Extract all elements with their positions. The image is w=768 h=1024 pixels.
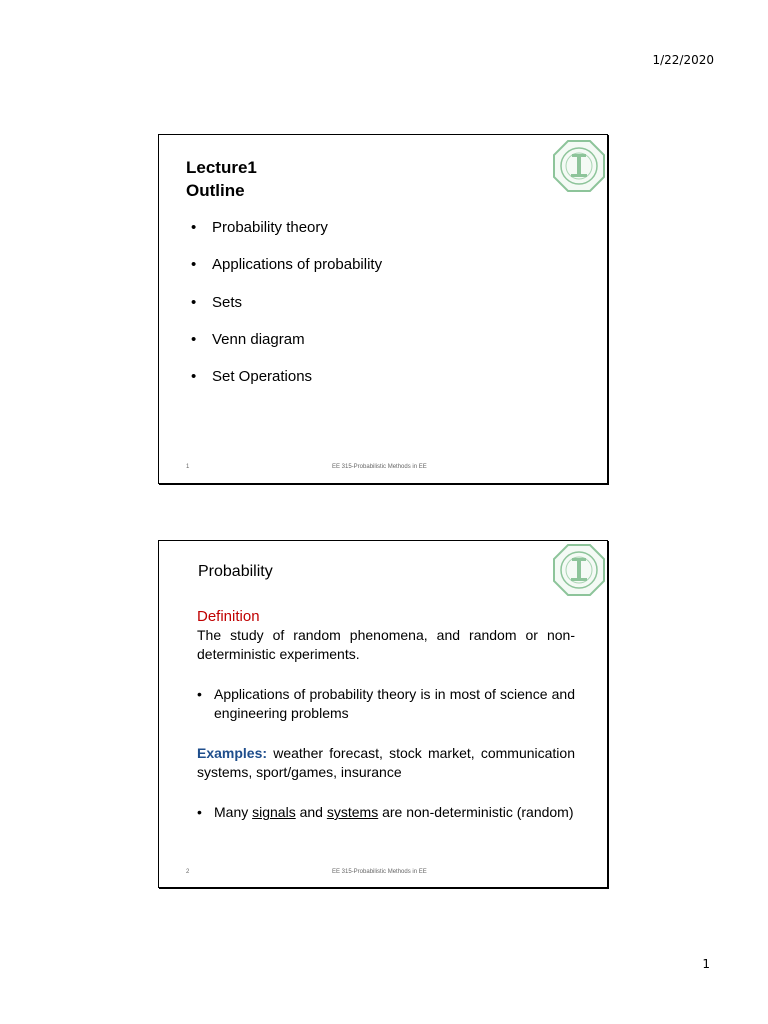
- list-item-text: Applications of probability: [212, 256, 383, 274]
- bullet-icon: •: [191, 256, 197, 274]
- list-item-text: Applications of probability theory is in most of science and engineering problems: [214, 686, 575, 721]
- university-seal-icon: [552, 543, 606, 597]
- examples-text: weather forecast, stock market, communication systems, sport/games, insurance: [197, 745, 575, 780]
- slide-lecture-outline: [158, 134, 608, 484]
- list-item-text: Sets: [212, 293, 243, 311]
- list-item: [191, 330, 382, 367]
- slide-body: [197, 607, 575, 822]
- underlined-term-systems: systems: [326, 804, 379, 820]
- text-run: are non-deterministic (random): [378, 804, 574, 820]
- underlined-term-signals: signals: [252, 804, 296, 820]
- list-item-text: Venn diagram: [212, 330, 305, 348]
- text-run: Many: [214, 804, 253, 820]
- bullet-icon: •: [191, 368, 197, 386]
- slide-probability: [158, 540, 608, 888]
- slide-footer: EE 315-Probabilistic Methods in EE: [332, 869, 427, 875]
- definition-text: The study of random phenomena, and random or non-deterministic experiments.: [197, 627, 575, 662]
- examples-paragraph: [197, 744, 575, 782]
- list-item-text: [214, 803, 575, 822]
- list-item: [191, 367, 382, 404]
- bullet-icon: •: [197, 686, 202, 702]
- slide-number: 2: [186, 869, 190, 875]
- slide-title: [186, 156, 257, 202]
- slide-title-line-2: Outline: [186, 181, 245, 200]
- examples-label: Examples:: [197, 745, 268, 761]
- list-item: [191, 255, 382, 292]
- text-run: and: [295, 804, 327, 820]
- slide-title: Probability: [198, 563, 273, 580]
- list-item-text: Probability theory: [212, 219, 328, 236]
- slide-footer: EE 315-Probabilistic Methods in EE: [332, 464, 427, 470]
- bullet-icon: •: [191, 293, 197, 311]
- bullet-icon: •: [191, 219, 197, 236]
- outline-list: [191, 218, 382, 404]
- page-date: 1/22/2020: [652, 53, 714, 67]
- list-item: [191, 293, 382, 330]
- list-item: [191, 218, 382, 255]
- list-item: [197, 803, 575, 822]
- list-item-text: Set Operations: [212, 368, 313, 386]
- slide-number: 1: [186, 464, 190, 470]
- bullet-icon: •: [191, 330, 197, 348]
- page-number: 1: [702, 957, 710, 971]
- university-seal-icon: [552, 139, 606, 193]
- bullet-icon: •: [197, 804, 202, 820]
- slide-title-line-1: Lecture1: [186, 158, 257, 177]
- list-item: [197, 685, 575, 723]
- definition-heading: Definition: [197, 608, 260, 625]
